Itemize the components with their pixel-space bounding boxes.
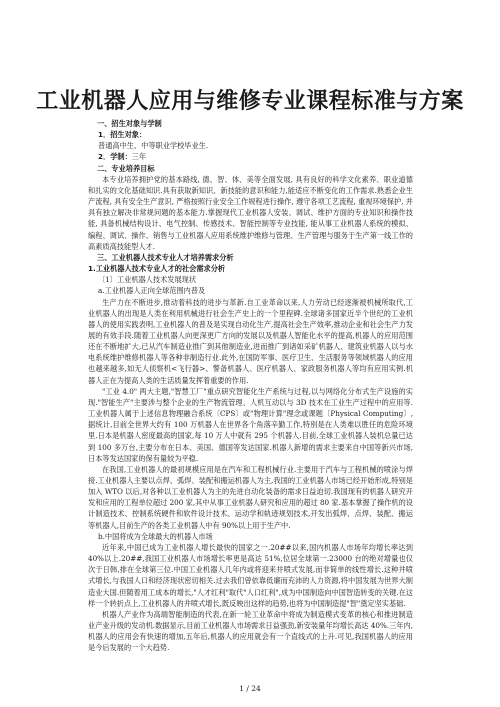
document-body [88,118,413,654]
global-spread-paragraph-2: "工业 4.0" 两大主题,"智慧工厂"重点研究智能化生产系统与过程,以与网络化分布式生产设施的实现."智能生产"主要涉与整个企业的生产物流管理、人机互动以与 3D 技术在工业生产过程中的应用等.工业机器人属于上述信息物理融合系统〔CPS〕或"物理计算"理念或课题〔Physical Computing〕,据统计,目前全世界大约有 100 万机器人在世界各个角落辛勤工作,特别是在人类难以胜任的危险环境里.日本是机器人密度最高的国家,每 10 万人中就有 295 个机器人.目前,全球工业机器人装机总量已达到 100 多万台,主要分布在日本、美国、德国等发达国家.机器人新增的需求主要来自中国等新兴市场,日本等发达国家的保有量较为平稳. [88,386,413,463]
page-indicator: 1 / 24 [239,684,261,693]
subheading-status: 〔1〕工业机器人技术发展现状 [98,275,197,285]
section-heading-goals: 二、专业培养目标 [97,163,155,173]
subheading-china-market: b.中国将成为全球最大的机器人市场 [98,531,213,541]
china-market-paragraph-2: 机器人产业作为高端智能制造的代表,在新一轮工业革命中将成为制造模式变革的核心和推进制造业产业升级的发动机.数据显示,目前工业机器人市场需求日益强劲,新安装量年均增长高达 40%.三年内,机器人的应用会有快速的增加,五年后,机器人的应用就会有一个直线式的上升.可见,我国机器人的应用是今后发展的一个大趋势. [88,609,413,653]
section-heading-enrollment: 一、招生对象与学制 [97,119,162,128]
goals-paragraph: 本专业培养拥护党的基本路线, 德、智、体、美等全面发展, 具有良好的科学文化素养、职业道德和扎实的文化基础知识.具有获取新知识、新技能的意识和能力,能适应不断变化的工作需求.熟悉企业生产流程, 具有安全生产意识, 严格按照行业安全工作规程进行操作, 遵守各项工艺流程, 重视环境保护, 并具有独立解决非常规问题的基本能力.掌握现代工业机器人安装、调试、维护方面的专业知识和操作技能, 具备机械结构设计、电气控制、传感技术、智能控制等专业技能, 能从事工业机器人系统的模拟、编程、调试、操作、销售与工业机器人应用系统维护维修与管理、生产管理与服务于生产第一线工作的高素质高技能型人才. [88,174,413,251]
china-market-paragraph-1: 近年来,中国已成为工业机器人增长最快的国家之一.20##以来,国内机器人市场年均增长率达到 40%以上.20##,我国工业机器人市场增长率更是高达 51%,位居全球第一.23000 台的绝对增量也仅次于日韩,排在全球第三位.中国工业机器人几年内或将迎来井喷式发展,而非简单的线性增长.这种井喷式增长,与我国人口和经济现状密切相关.过去我们曾依靠低廉而充沛的人力资源,将中国发展为世界大制造业大国.但随着用工成本的增长,"人才红利"取代"人口红利",成为中国制造向中国智造转变的关键.在这样一个转折点上,工业机器人的井喷式增长,既反映出这样的趋势,也将为中国制造提"智"奠定坚实基础. [88,542,413,608]
subheading-social-demand: 1.工业机器人技术专业人才的社会需求分析 [88,264,226,274]
global-spread-paragraph-3: 在我国,工业机器人的最初规模应用是在汽车和工程机械行业.主要用于汽车与工程机械的喷涂与焊接.工业机器人主要以点焊、弧焊、装配和搬运机器人为主,我国的工业机器人市场已经开始形成,特别是加入 WTO 以后,对各种以工业机器人为主的先进自动化装备的需求日益迫切.我国现有的机器人研究开发和应用的工程单位超过 200 家,其中从事工业机器人研究和应用的超过 80 家.基本掌握了操作机的设计制造技术、控制系统硬件和软件设计技术、运动学和轨迹规划技术,开发出弧焊、点焊、装配、搬运等机器人,目前生产的各类工业机器人中有 90%以上用于生产中. [88,464,413,530]
study-duration-line [88,151,413,162]
study-duration-value: 三年 [131,152,147,162]
subheading-enrollment-target: 1．招生对象： [98,130,147,140]
study-duration-label: 2．学制： [98,152,132,162]
subheading-global-spread: a.工业机器人正向全球范围内普及 [98,286,206,296]
document-title: 工业机器人应用与维修专业课程标准与方案 [36,89,464,114]
global-spread-paragraph-1: 生产力在不断进步,推动着科技的进步与革新.自工业革命以来,人力劳动已经逐渐被机械所取代,工业机器人的出现是人类在利用机械进行社会生产史上的一个里程碑.全球诸多国家近半个世纪的工业机器人的使用实践表明,工业机器人的普及是实现自动化生产,提高社会生产效率,推动企业和社会生产力发展的有效手段.随着工业机器人向更深更广方向的发展以及机器人智能化水平的提高,机器人的应用范围还在不断地扩大,已从汽车制造业推广到其他制造业,进而推广到诸如采矿机器人、建筑业机器人以与水电系统维护维修机器人等各种非制造行业.此外,在国防军事、医疗卫生、生活服务等领域机器人的应用也越来越多,如无人侦察机<飞行器>、警备机器人、医疗机器人、家政服务机器人等均有应用实例.机器人正在为提高人类的生活质量发挥着重要的作用. [88,297,413,385]
enrollment-target-value: 普通高中生、中等职业学校毕业生. [98,141,209,151]
section-heading-demand-analysis: 三、工业机器人技术专业人才培养需求分析 [97,252,234,262]
